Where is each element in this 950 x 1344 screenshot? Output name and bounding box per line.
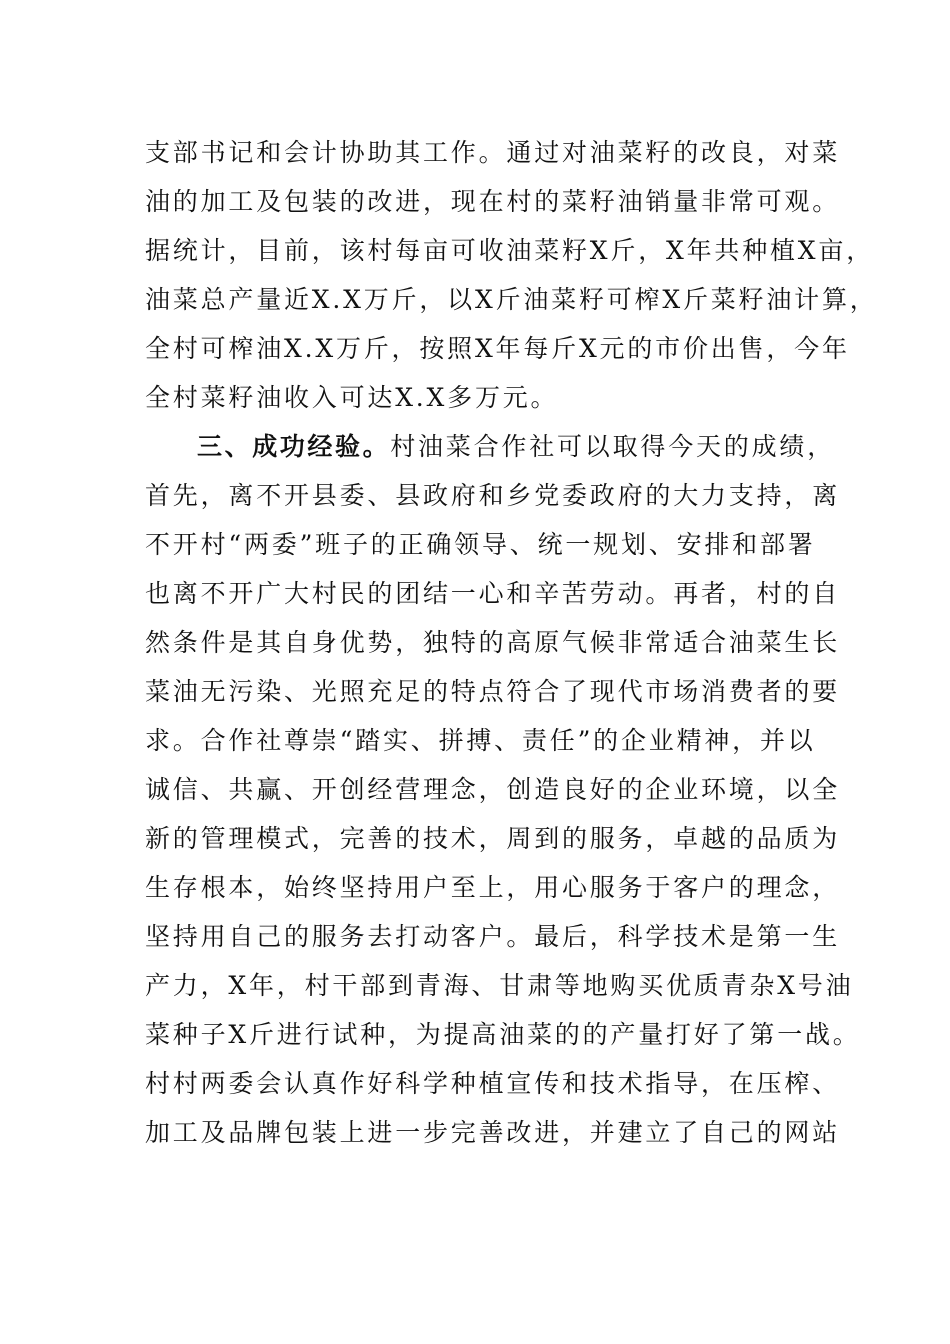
section-heading: 三、成功经验。: [197, 432, 391, 461]
text-line: 村村两委会认真作好科学种植宣传和技术指导，在压榨、: [145, 1069, 841, 1098]
text-line: 然条件是其自身优势，独特的高原气候非常适合油菜生长: [145, 628, 841, 657]
text-line: 油的加工及包装的改进，现在村的菜籽油销量非常可观。: [145, 187, 841, 216]
text-line: 诚信、共赢、开创经营理念，创造良好的企业环境，以全: [145, 775, 841, 804]
text-line: 加工及品牌包装上进一步完善改进，并建立了自己的网站: [145, 1118, 841, 1147]
text-line: 坚持用自己的服务去打动客户。最后，科学技术是第一生: [145, 922, 841, 951]
text-line: 首先，离不开县委、县政府和乡党委政府的大力支持，离: [145, 481, 841, 510]
text-line: 菜油无污染、光照充足的特点符合了现代市场消费者的要: [145, 677, 841, 706]
text-line: 据统计，目前，该村每亩可收油菜籽X斤，X年共种植X亩，: [145, 236, 874, 265]
text-line: 菜种子X斤进行试种，为提高油菜的的产量打好了第一战。: [145, 1020, 861, 1049]
text-line: 不开村“两委”班子的正确领导、统一规划、安排和部署: [145, 530, 816, 559]
text-line: 生存根本，始终坚持用户至上，用心服务于客户的理念，: [145, 873, 841, 902]
body-text: [145, 128, 878, 1157]
section-first-line: [145, 422, 835, 471]
text-line: 产力，X年，村干部到青海、甘肃等地购买优质青杂X号油: [145, 971, 854, 1000]
text-line: 油菜总产量近X.X万斤，以X斤油菜籽可榨X斤菜籽油计算，: [145, 285, 878, 314]
text-line: 也离不开广大村民的团结一心和辛苦劳动。再者，村的自: [145, 579, 841, 608]
text-line: 求。合作社尊崇“踏实、拼搏、责任”的企业精神，并以: [145, 726, 816, 755]
text-line: 全村菜籽油收入可达X.X多万元。: [145, 383, 559, 412]
text-line: 新的管理模式，完善的技术，周到的服务，卓越的品质为: [145, 824, 841, 853]
text-line: 全村可榨油X.X万斤，按照X年每斤X元的市价出售，今年: [145, 334, 850, 363]
section-first-line-text: 村油菜合作社可以取得今天的成绩，: [390, 432, 836, 461]
text-line: 支部书记和会计协助其工作。通过对油菜籽的改良，对菜: [145, 138, 841, 167]
